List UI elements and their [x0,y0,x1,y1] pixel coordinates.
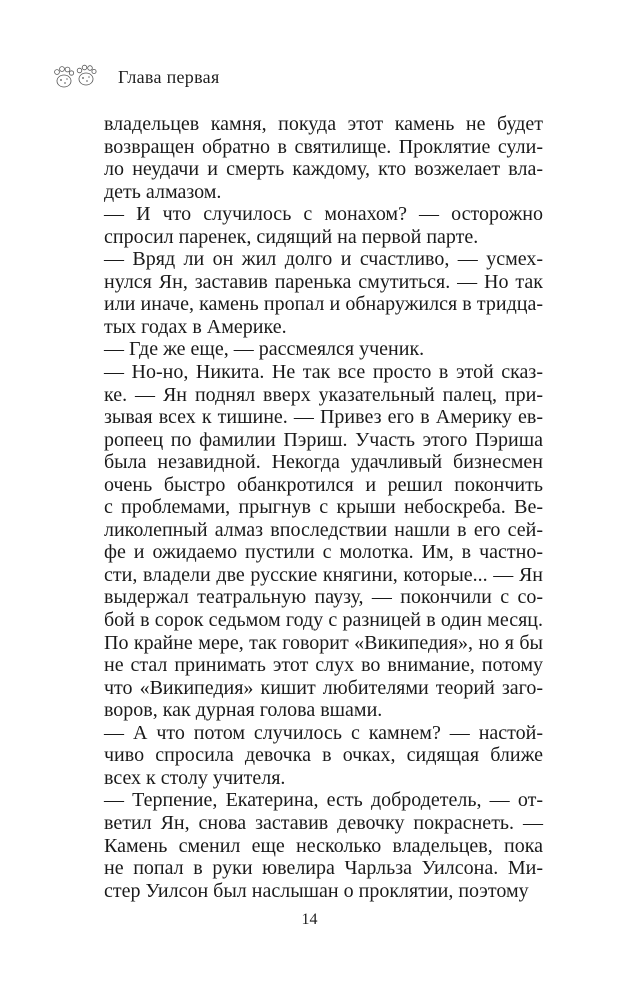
paw-prints-icon [50,62,102,92]
text-line: зывая всех к тишине. — Привез его в Америку ев- [104,406,543,429]
text-line: с проблемами, прыгнув с крыши небоскреба. Ве- [104,496,543,519]
text-line: очень быстро обанкротился и решил покончить [104,473,543,496]
text-line: фе и ожидаемо пустили с молотка. Им, в частно- [104,541,543,564]
text-line: воров, как дурная голова вшами. [104,699,383,722]
text-line: ветил Ян, снова заставив девочку покраснеть. — [104,811,543,834]
text-line: не попал в руки ювелира Чарльза Уилсона. Ми- [104,857,543,880]
page-number: 14 [301,911,318,928]
chapter-title: Глава первая [118,66,220,87]
text-line: была незавидной. Некогда удачливый бизнесмен [104,451,543,474]
body-text [104,113,543,902]
text-line: не стал принимать этот слух во внимание, потому [104,654,543,677]
text-line: По крайне мере, так говорит «Википедия», но я бы [104,631,543,654]
text-line: что «Википедия» кишит любителями теорий заго- [104,676,543,699]
text-line: всех к столу учителя. [104,766,286,789]
text-line: Камень сменил еще несколько владельцев, пока [104,834,543,857]
text-line: деть алмазом. [104,180,222,203]
text-line: стер Уилсон был наслышан о проклятии, поэтому [104,879,529,902]
text-line: — И что случилось с монахом? — осторожно [104,203,543,226]
text-line: нулся Ян, заставив паренька смутиться. — Но так [104,270,543,293]
text-line: владельцев камня, покуда этот камень не будет [104,113,543,135]
text-line: ропеец по фамилии Пэриш. Участь этого Пэриша [104,428,543,451]
text-line: ликолепный алмаз впоследствии нашли в его сей- [104,518,543,541]
text-line: — Но-но, Никита. Не так все просто в этой сказ- [104,361,543,384]
running-header [50,62,220,92]
text-line: — Терпение, Екатерина, есть добродетель, — от- [104,789,543,812]
text-line: чиво спросила девочка в очках, сидящая ближе [104,744,543,767]
text-line: бой в сорок седьмом году с разницей в один месяц. [104,609,543,632]
text-line: ке. — Ян поднял вверх указательный палец, при- [104,383,543,406]
text-line: выдержал театральную паузу, — покончили с со- [104,586,543,609]
text-line: ло неудачи и смерть каждому, кто возжелает вла- [104,158,543,181]
text-line: тых годах в Америке. [104,315,287,338]
text-line: — Вряд ли он жил долго и счастливо, — усмех- [104,248,543,271]
text-line: возвращен обратно в святилище. Проклятие сули- [104,135,543,158]
text-line: спросил паренек, сидящий на первой парте. [104,225,479,248]
text-line: — Где же еще, — рассмеялся ученик. [104,338,425,361]
text-line: или иначе, камень пропал и обнаружился в тридца- [104,293,543,316]
text-line: сти, владели две русские княгини, которые... — Ян [104,563,543,586]
text-line: — А что потом случилось с камнем? — настой- [104,721,543,744]
